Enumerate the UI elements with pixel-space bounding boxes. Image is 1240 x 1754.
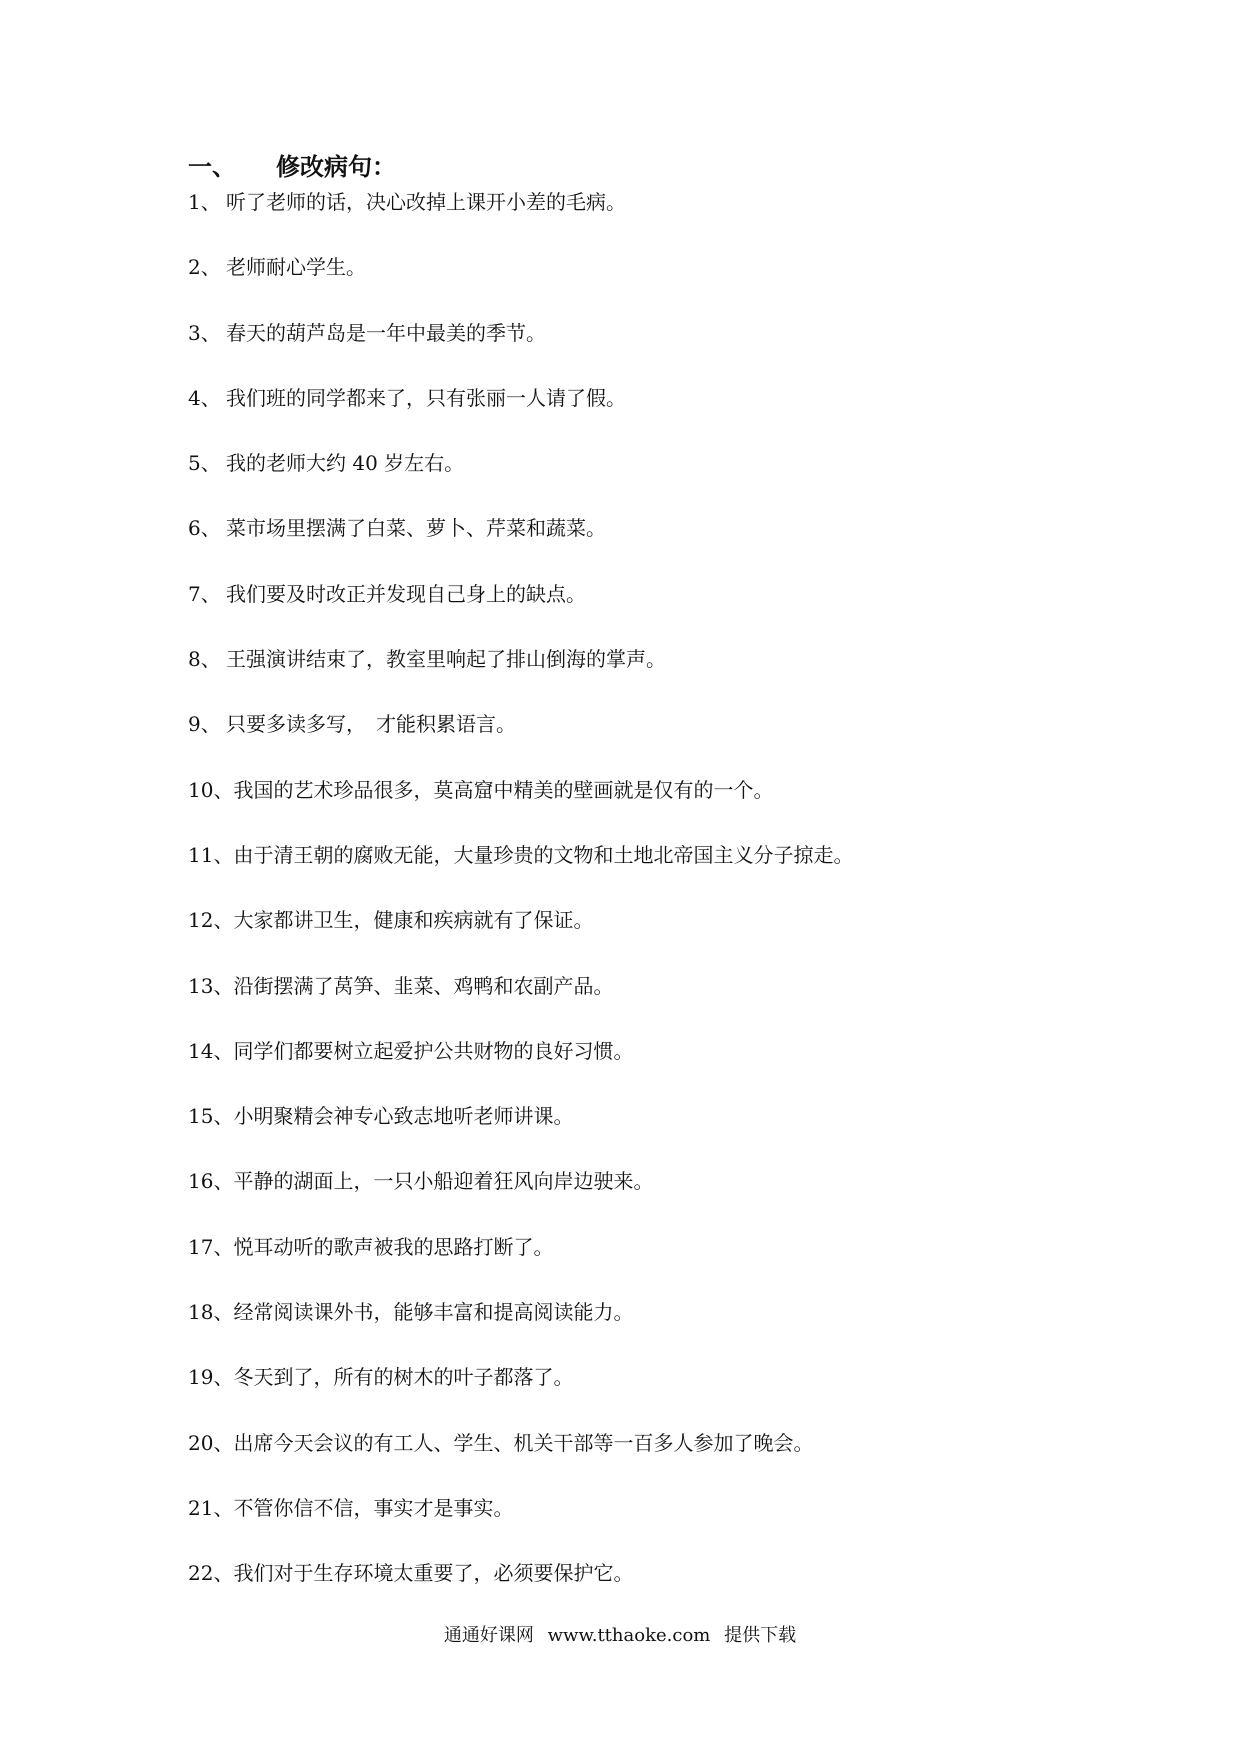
sentence-number: 12、 <box>188 908 234 933</box>
sentence-number: 19、 <box>188 1365 234 1390</box>
sentence-item-1 <box>188 185 1148 250</box>
sentence-number: 15、 <box>188 1104 234 1129</box>
sentence-number: 21、 <box>188 1495 234 1520</box>
sentence-item-10 <box>188 773 1148 838</box>
sentence-text: 不管你信不信，事实才是事实。 <box>233 1495 514 1520</box>
sentence-text: 王强演讲结束了，教室里响起了排山倒海的掌声。 <box>226 647 666 672</box>
sentence-item-3 <box>188 316 1148 381</box>
sentence-text: 春天的葫芦岛是一年中最美的季节。 <box>226 320 546 345</box>
sentence-text: 我们要及时改正并发现自己身上的缺点。 <box>226 581 586 606</box>
sentence-item-22 <box>188 1556 1148 1621</box>
sentence-item-14 <box>188 1034 1148 1099</box>
sentence-number: 11、 <box>188 842 234 867</box>
sentence-number: 8、 <box>188 647 221 672</box>
sentence-number: 14、 <box>188 1038 234 1063</box>
sentence-text: 我们班的同学都来了，只有张丽一人请了假。 <box>226 385 626 410</box>
sentence-item-7 <box>188 577 1148 642</box>
sentence-item-19 <box>188 1360 1148 1425</box>
sentence-item-16 <box>188 1164 1148 1229</box>
sentence-item-5 <box>188 446 1148 511</box>
sentence-item-6 <box>188 511 1148 576</box>
sentence-item-11 <box>188 838 1148 903</box>
sentence-number: 5、 <box>188 451 221 476</box>
sentence-item-13 <box>188 969 1148 1034</box>
sentence-text: 我们对于生存环境太重要了，必须要保护它。 <box>233 1561 634 1586</box>
sentence-item-17 <box>188 1230 1148 1295</box>
sentence-text: 经常阅读课外书，能够丰富和提高阅读能力。 <box>233 1300 634 1325</box>
sentence-text: 老师耐心学生。 <box>226 255 366 280</box>
sentence-item-2 <box>188 250 1148 315</box>
sentence-number: 22、 <box>188 1561 234 1586</box>
sentence-text: 我的老师大约 40 岁左右。 <box>226 451 465 476</box>
footer-site-name: 通通好课网 <box>443 1625 534 1646</box>
sentence-text: 我国的艺术珍品很多，莫高窟中精美的壁画就是仅有的一个。 <box>233 777 774 802</box>
sentence-text: 菜市场里摆满了白菜、萝卜、芹菜和蔬菜。 <box>226 516 606 541</box>
sentence-list <box>188 185 1148 1622</box>
sentence-number: 4、 <box>188 385 221 410</box>
sentence-number: 9、 <box>188 712 221 737</box>
sentence-item-15 <box>188 1099 1148 1164</box>
section-number: 一、 <box>188 152 236 181</box>
sentence-text: 悦耳动听的歌声被我的思路打断了。 <box>233 1234 554 1259</box>
footer-url-link[interactable]: www.tthaoke.com <box>547 1625 711 1646</box>
sentence-number: 1、 <box>188 190 221 214</box>
sentence-item-12 <box>188 903 1148 968</box>
sentence-item-4 <box>188 381 1148 446</box>
sentence-item-9 <box>188 707 1148 772</box>
sentence-number: 18、 <box>188 1300 234 1325</box>
sentence-item-18 <box>188 1295 1148 1360</box>
sentence-number: 2、 <box>188 255 221 280</box>
sentence-number: 13、 <box>188 973 234 998</box>
sentence-number: 17、 <box>188 1234 234 1259</box>
sentence-number: 10、 <box>188 777 234 802</box>
sentence-number: 6、 <box>188 516 221 541</box>
sentence-number: 20、 <box>188 1430 234 1455</box>
sentence-text: 听了老师的话，决心改掉上课开小差的毛病。 <box>226 190 626 214</box>
sentence-text: 大家都讲卫生，健康和疾病就有了保证。 <box>233 908 594 933</box>
sentence-item-21 <box>188 1491 1148 1556</box>
sentence-number: 7、 <box>188 581 221 606</box>
sentence-text: 平静的湖面上，一只小船迎着狂风向岸边驶来。 <box>233 1169 654 1194</box>
page-footer <box>0 1622 1240 1650</box>
sentence-item-20 <box>188 1426 1148 1491</box>
sentence-text: 同学们都要树立起爱护公共财物的良好习惯。 <box>233 1038 634 1063</box>
sentence-text: 冬天到了，所有的树木的叶子都落了。 <box>233 1365 574 1390</box>
sentence-text: 沿街摆满了莴笋、韭菜、鸡鸭和农副产品。 <box>233 973 614 998</box>
sentence-text: 只要多读多写， 才能积累语言。 <box>226 712 516 737</box>
sentence-text: 小明聚精会神专心致志地听老师讲课。 <box>233 1104 574 1129</box>
sentence-text: 由于清王朝的腐败无能，大量珍贵的文物和土地北帝国主义分子掠走。 <box>233 842 854 867</box>
footer-suffix: 提供下载 <box>724 1625 797 1646</box>
section-heading <box>188 150 396 184</box>
sentence-item-8 <box>188 642 1148 707</box>
section-title: 修改病句： <box>276 152 396 181</box>
sentence-number: 16、 <box>188 1169 234 1194</box>
sentence-number: 3、 <box>188 320 221 345</box>
sentence-text: 出席今天会议的有工人、学生、机关干部等一百多人参加了晚会。 <box>233 1430 814 1455</box>
